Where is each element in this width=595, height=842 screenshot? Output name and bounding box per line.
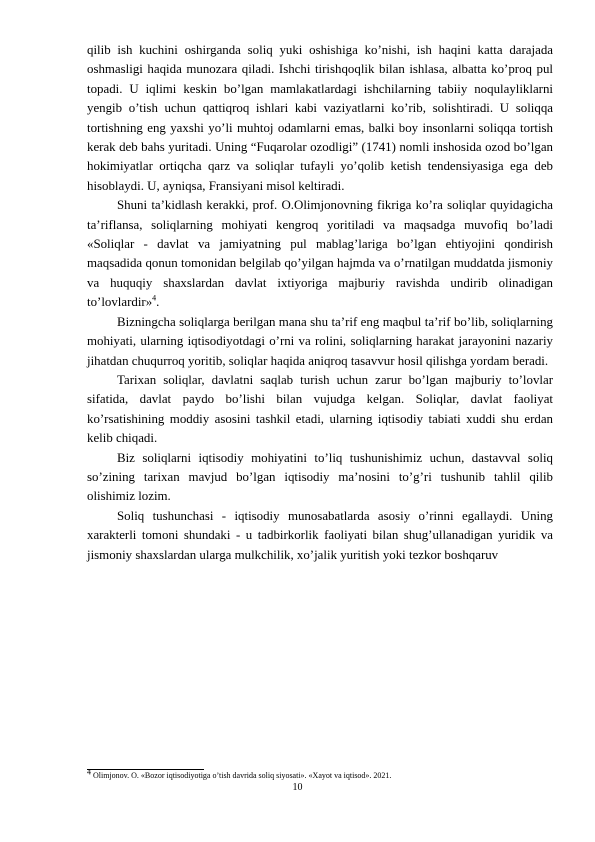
footnote-text: Olimjonov. O. «Bozor iqtisodiyotiga o’tish davrida soliq siyosati». «Xayot va iqtisod». 2021. (93, 771, 392, 780)
paragraph-1: qilib ish kuchini oshirganda soliq yuki oshishiga ko’nishi, ish haqini katta darajada oshmasligi haqida munozara qiladi. Ishchi tirishqoqlik bilan ishlasa, albatta ko’proq pul topadi. U iqlimi keskin bo’lgan mamlakatlardagi ishchilarning tabiiy noqulayliklarni yengib o’tish uchun qattiqroq ishlari kabi vaziyatlarni ko’rib, solishtiradi. U soliqqa tortishning eng yaxshi yo’li muhtoj odamlarni emas, balki boy insonlarni soliqqa tortish kerak deb bahs yuritadi. Uning “Fuqarolar ozodligi” (1741) nomli inshosida ozod bo’lgan hokimiyatlar ortiqcha qarz va soliqlar tufayli yo’qolib ketish tendensiyasiga ega deb hisoblaydi. U, ayniqsa, Fransiyani misol keltiradi. (87, 43, 553, 193)
document-body (87, 41, 553, 565)
paragraph-2-text: Shuni ta’kidlash kerakki, prof. O.Olimjonovning fikriga ko’ra soliqlar quyidagicha ta’riflansa, soliqlarning mohiyati kengroq yoritiladi va maqsadga muvofiq bo’ladi «Soliqlar - davlat va jamiyatning pul mablag’lariga bo’lgan ehtiyojini qondirish maqsadida qonun tomonidan belgilab qo’yilgan hajmda va o’rnatilgan muddatda jismoniy va huquqiy shaxslardan davlat ixtiyoriga majburiy ravishda undirib olinadigan to’lovlardir» (87, 198, 553, 310)
footnote-number: 4 (87, 767, 91, 777)
paragraph-6: Soliq tushunchasi - iqtisodiy munosabatlarda asosiy o’rinni egallaydi. Uning xarakterli tomoni shundaki - u tadbirkorlik faoliyati bilan shug’ullanadigan yuridik va jismoniy shaxslardan ularga mulkchilik, xo’jalik yuritish yoki tezkor boshqaruv (87, 508, 553, 562)
paragraph-5: Biz soliqlarni iqtisodiy mohiyatini to’liq tushunishimiz uchun, dastavval soliq so’zining tarixan mavjud bo’lgan iqtisodiy ma’nosini to’g’ri tushunib tahlil qilib olishimiz lozim. (87, 450, 553, 504)
footnote (87, 767, 557, 781)
page-number: 10 (292, 782, 303, 793)
paragraph-2-end: . (156, 295, 160, 310)
paragraph-4: Tarixan soliqlar, davlatni saqlab turish uchun zarur bo’lgan majburiy to’lovlar sifatida, davlat paydo bo’lishi bilan vujudga kelgan. Soliqlar, davlat faoliyat ko’rsatishining moddiy asosini tashkil etadi, ularning iqtisodiy tabiati xuddi shu erdan kelib chiqadi. (87, 372, 553, 446)
footnote-divider (87, 769, 204, 770)
footnote-reference: 4 (152, 293, 157, 303)
paragraph-2 (87, 196, 553, 312)
paragraph-3: Bizningcha soliqlarga berilgan mana shu ta’rif eng maqbul ta’rif bo’lib, soliqlarning mohiyati, ularning iqtisodiyotdagi o’rni va rolini, soliqlarning harakat jarayonini nazariy jihatdan chuqurroq yoritib, soliqlar haqida aniqroq tasavvur hosil qilishga yordam beradi. (87, 314, 553, 368)
